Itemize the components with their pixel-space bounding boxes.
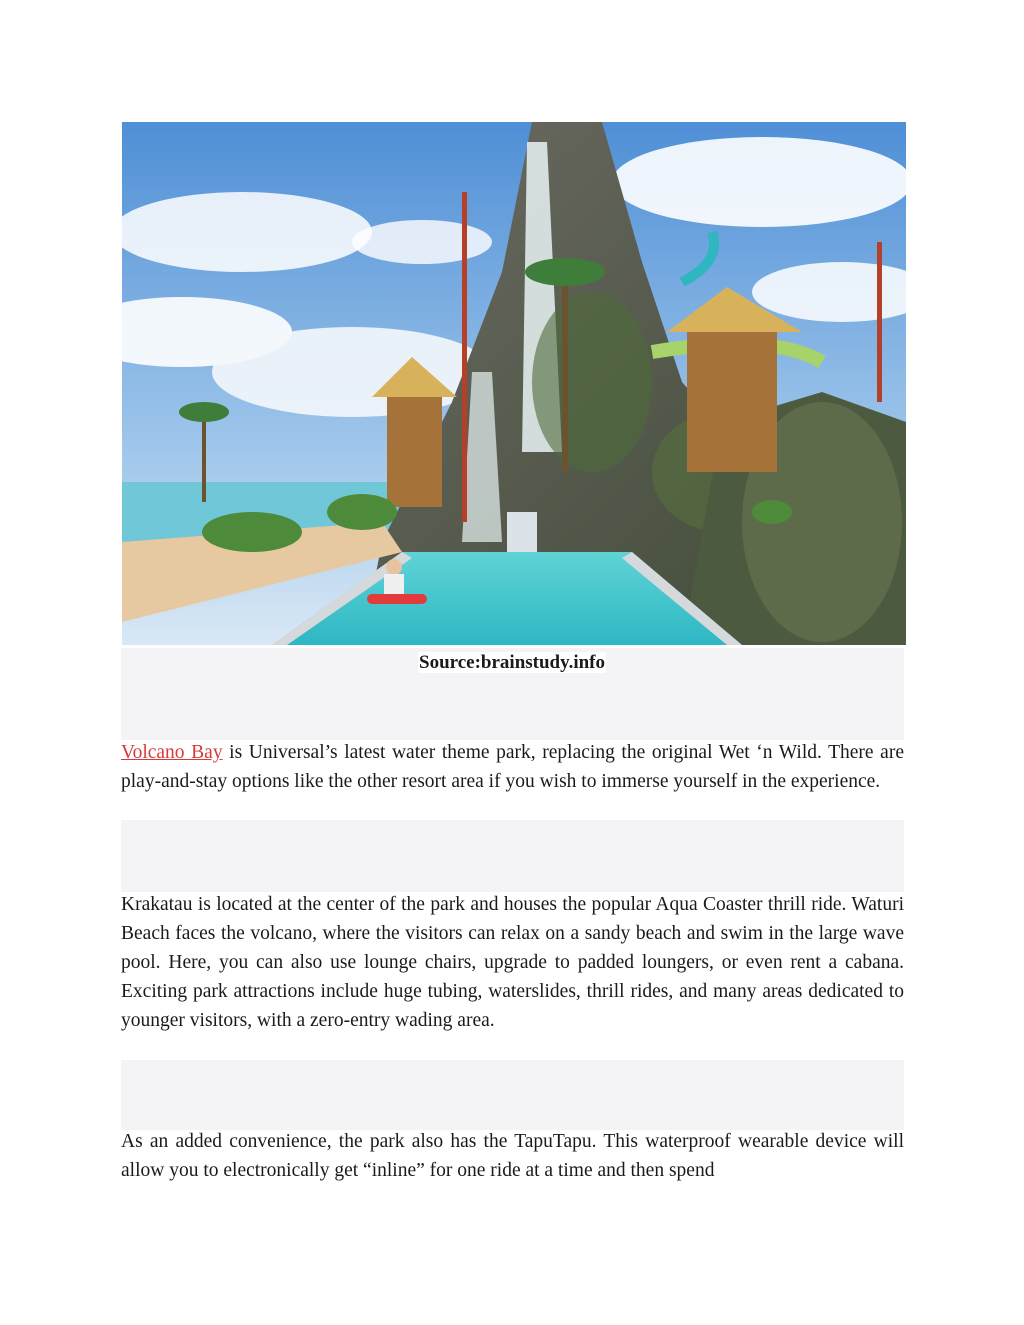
spacer-band bbox=[121, 820, 904, 892]
paragraph-1-text: is Universal’s latest water theme park, replacing the original Wet ‘n Wild. There are play-and-stay options like the other resort area if you wish to immerse yourself in the experience. bbox=[121, 742, 904, 792]
paragraph-volcano-bay bbox=[121, 738, 904, 796]
volcano-bay-link[interactable]: Volcano Bay bbox=[121, 742, 223, 763]
volcano-bay-photo bbox=[122, 122, 906, 645]
spacer-band bbox=[121, 1060, 904, 1130]
image-caption: Source:brainstudy.info bbox=[419, 652, 605, 673]
paragraph-krakatau: Krakatau is located at the center of the park and houses the popular Aqua Coaster thrill ride. Waturi Beach faces the volcano, where the visitors can relax on a sandy beach and swim in the large wave pool. Here, you can also use lounge chairs, upgrade to padded loungers, or even rent a cabana. Exciting park attractions include huge tubing, waterslides, thrill rides, and many areas dedicated to younger visitors, with a zero-entry wading area. bbox=[121, 894, 904, 1031]
paragraph-taputapu: As an added convenience, the park also has the TapuTapu. This waterproof wearable device will allow you to electronically get “inline” for one ride at a time and then spend bbox=[121, 1131, 904, 1181]
